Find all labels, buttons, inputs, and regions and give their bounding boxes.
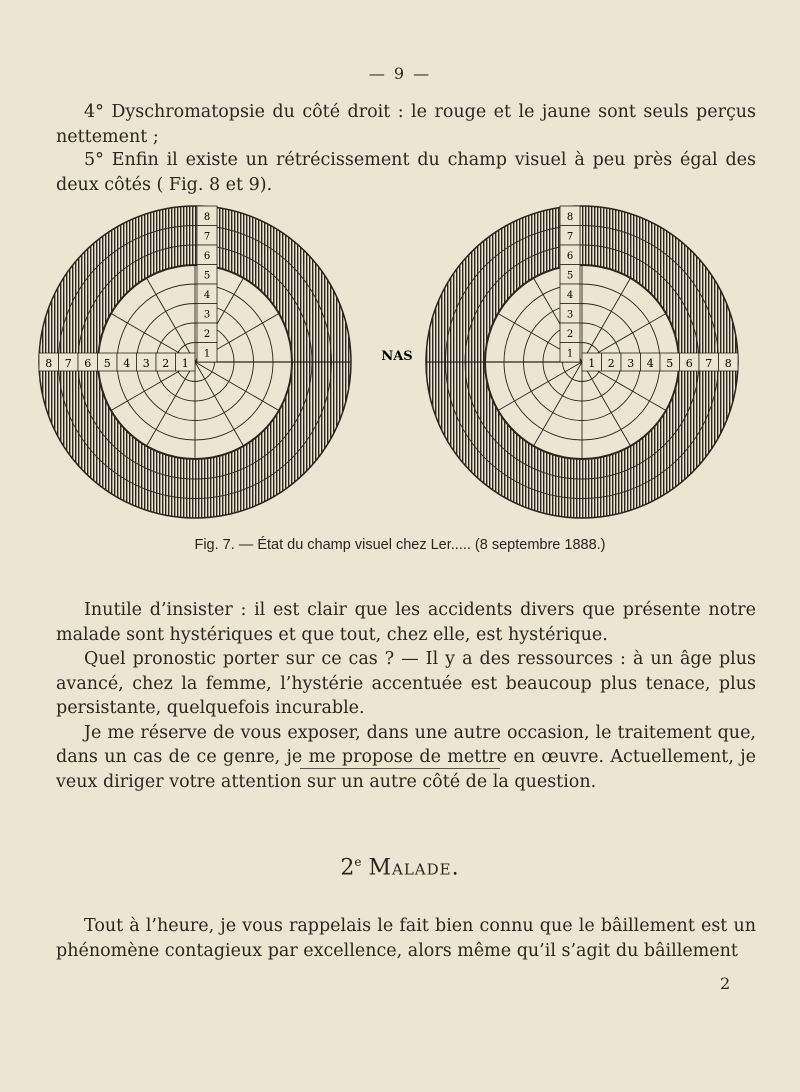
section-title bbox=[0, 855, 800, 880]
left-hlabel-4: 4 bbox=[123, 357, 131, 370]
paragraph-baillement: Tout à l’heure, je vous rappelais le fait bien connu que le bâillement est un phénomène contagieux par excellence, alors même qu’il s’agit du bâillement bbox=[56, 916, 756, 961]
right-hlabel-6: 6 bbox=[685, 357, 693, 370]
left-vlabel-6: 6 bbox=[203, 250, 211, 262]
right-vlabel-5: 5 bbox=[566, 270, 574, 282]
right-hlabel-8: 8 bbox=[724, 357, 732, 370]
left-hlabel-3: 3 bbox=[142, 357, 150, 370]
left-vlabel-3: 3 bbox=[203, 309, 211, 321]
right-hlabel-4: 4 bbox=[646, 357, 654, 370]
paragraph-pronostic: Quel pronostic porter sur ce cas ? — Il y a des ressources : à un âge plus avancé, chez la femme, l’hystérie accentuée est beaucoup plus tenace, plus persistante, quelquefois incurable. bbox=[56, 649, 756, 718]
right-vlabel-8: 8 bbox=[566, 211, 574, 223]
section-title-text: Malade. bbox=[368, 855, 460, 881]
left-hlabel-6: 6 bbox=[84, 357, 92, 370]
right-vlabel-7: 7 bbox=[566, 231, 574, 243]
section-sup: e bbox=[354, 855, 362, 869]
right-hlabel-2: 2 bbox=[607, 357, 615, 370]
right-vlabel-2: 2 bbox=[566, 328, 574, 340]
section-number: 2 bbox=[340, 855, 355, 881]
paragraph-traitement: Je me réserve de vous exposer, dans une autre occasion, le traitement que, dans un cas de ce genre, je me propose de mettre en œuvre. Actuellement, je veux diriger votre attention sur un autre côté de la question. bbox=[56, 722, 756, 792]
right-hlabel-7: 7 bbox=[705, 357, 713, 370]
left-vlabel-4: 4 bbox=[203, 289, 211, 301]
right-hlabel-3: 3 bbox=[627, 357, 635, 370]
left-eye-chart bbox=[39, 206, 351, 518]
nasal-label: NAS bbox=[381, 349, 413, 364]
paragraph-inutile: Inutile d’insister : il est clair que les accidents divers que présente notre malade sont hystériques et que tout, chez elle, est hystérique. bbox=[56, 600, 756, 645]
right-hlabel-1: 1 bbox=[588, 357, 596, 370]
left-hlabel-5: 5 bbox=[103, 357, 111, 370]
body-text bbox=[56, 598, 756, 794]
figure-caption: Fig. 7. — État du champ visuel chez Ler..... (8 septembre 1888.) bbox=[194, 537, 606, 553]
left-vlabel-1: 1 bbox=[203, 348, 211, 360]
right-vlabel-1: 1 bbox=[566, 348, 574, 360]
visual-field-charts bbox=[0, 211, 800, 540]
right-eye-chart bbox=[426, 206, 738, 518]
right-hlabel-5: 5 bbox=[666, 357, 674, 370]
left-hlabel-1: 1 bbox=[181, 357, 189, 370]
left-hlabel-7: 7 bbox=[64, 357, 72, 370]
right-vlabel-4: 4 bbox=[566, 289, 574, 301]
right-vlabel-6: 6 bbox=[566, 250, 574, 262]
right-vlabel-3: 3 bbox=[566, 309, 574, 321]
visual-field-figure bbox=[0, 211, 800, 540]
left-hlabel-8: 8 bbox=[45, 357, 53, 370]
left-vlabel-8: 8 bbox=[203, 211, 211, 223]
paragraph-retrecissement: 5° Enfin il existe un rétrécissement du champ visuel à peu près égal des deux côtés ( Fig. 8 et 9). bbox=[56, 150, 756, 195]
left-vlabel-7: 7 bbox=[203, 231, 211, 243]
left-vlabel-2: 2 bbox=[203, 328, 211, 340]
left-hlabel-2: 2 bbox=[162, 357, 170, 370]
signature-mark: 2 bbox=[720, 974, 731, 993]
paragraph-dyschromatopsie: 4° Dyschromatopsie du côté droit : le rouge et le jaune sont seuls perçus nettement ; bbox=[56, 102, 756, 147]
left-vlabel-5: 5 bbox=[203, 270, 211, 282]
section-divider bbox=[300, 768, 500, 769]
page-number: — 9 — bbox=[368, 64, 432, 83]
